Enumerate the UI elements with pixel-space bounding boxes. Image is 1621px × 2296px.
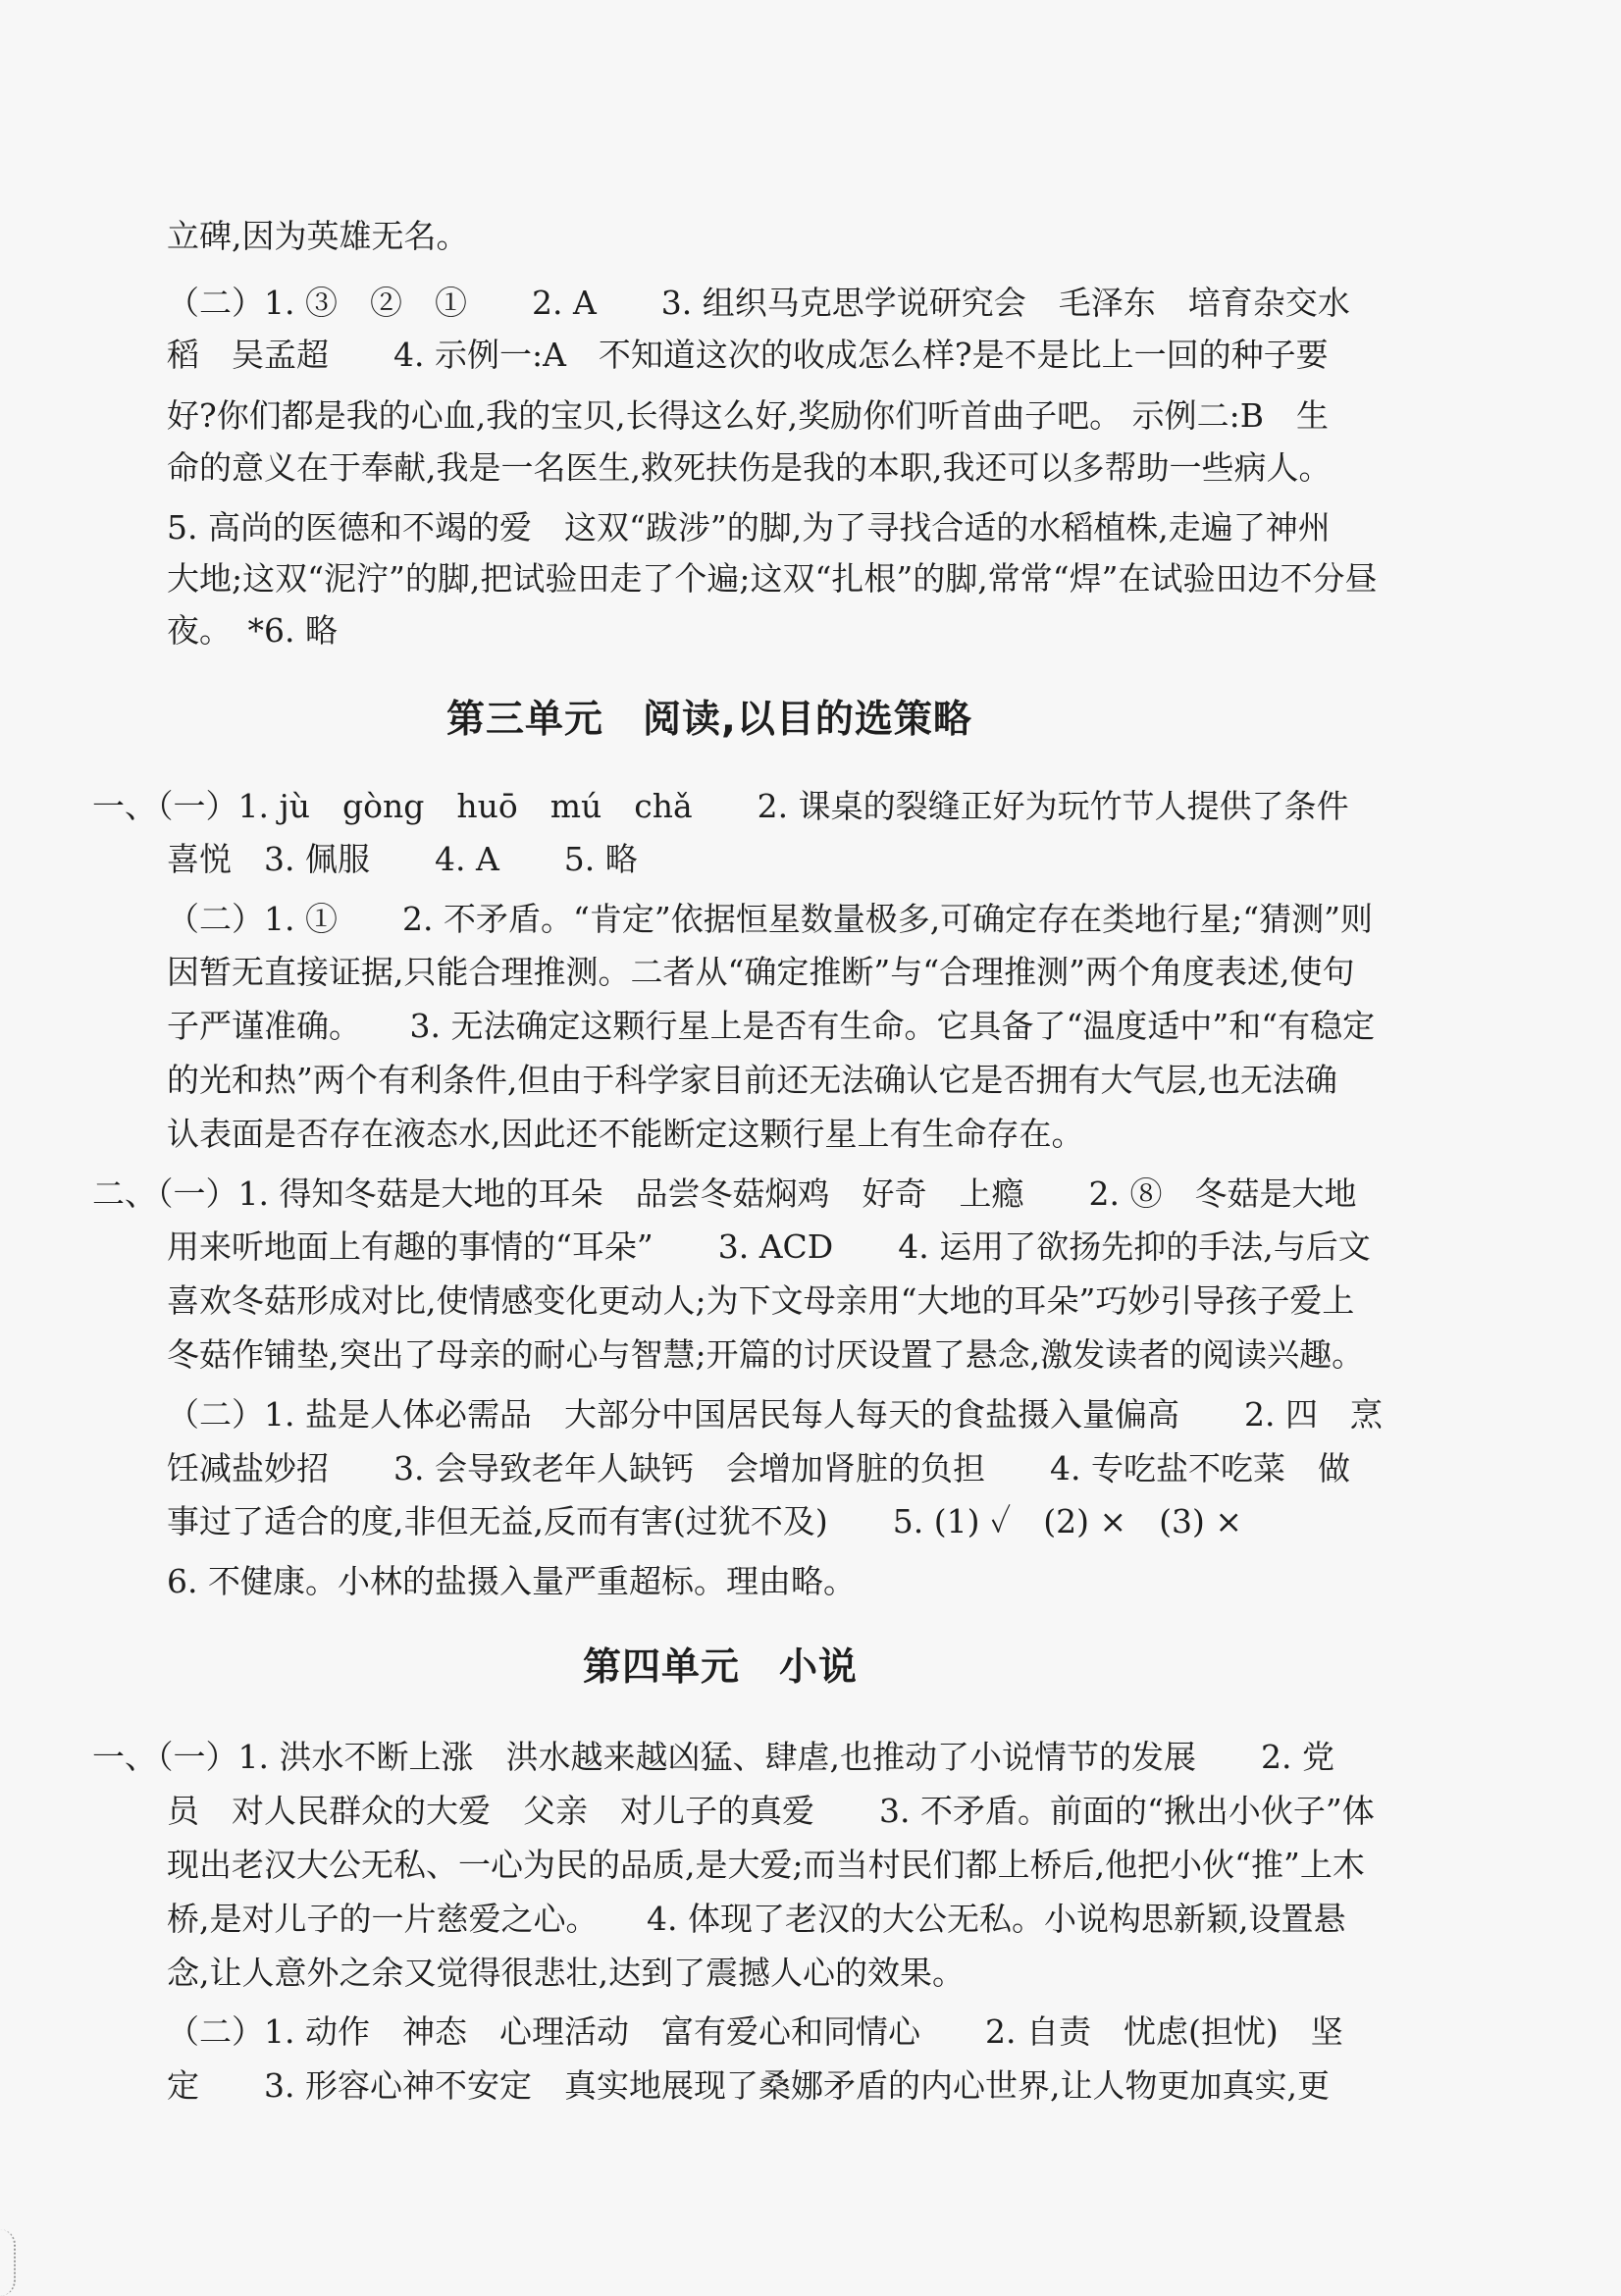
text-line: 喜悦 3. 佩服 4. A 5. 略 (167, 840, 638, 878)
text-line: 子严谨准确。 3. 无法确定这颗行星上是否有生命。它具备了“温度适中”和“有稳定 (167, 1007, 1376, 1045)
text-line: 夜。 *6. 略 (167, 611, 338, 650)
page-edge-mark (0, 2229, 16, 2296)
text-line: （二）1. 动作 神态 心理活动 富有爱心和同情心 2. 自责 忧虑(担忧) 坚 (167, 2012, 1343, 2051)
text-line: 定 3. 形容心神不安定 真实地展现了桑娜矛盾的内心世界,让人物更加真实,更 (167, 2066, 1330, 2105)
text-line: 稻 吴孟超 4. 示例一:A 不知道这次的收成怎么样?是不是比上一回的种子要 (167, 336, 1329, 374)
text-line: 好?你们都是我的心血,我的宝贝,长得这么好,奖励你们听首曲子吧。 示例二:B 生 (167, 396, 1330, 435)
text-line: 桥,是对儿子的一片慈爱之心。 4. 体现了老汉的大公无私。小说构思新颖,设置悬 (167, 1900, 1346, 1938)
text-line: 大地;这双“泥泞”的脚,把试验田走了个遍;这双“扎根”的脚,常常“焊”在试验田边不分昼 (167, 559, 1378, 598)
section-heading: 第三单元 阅读,以目的选策略 (446, 698, 972, 742)
text-line: 冬菇作铺垫,突出了母亲的耐心与智慧;开篇的讨厌设置了悬念,激发读者的阅读兴趣。 (167, 1335, 1365, 1374)
text-line: 因暂无直接证据,只能合理推测。二者从“确定推断”与“合理推测”两个角度表述,使句 (167, 953, 1355, 991)
text-line: 喜欢冬菇形成对比,使情感变化更动人;为下文母亲用“大地的耳朵”巧妙引导孩子爱上 (167, 1281, 1355, 1320)
text-line: 用来听地面上有趣的事情的“耳朵” 3. ACD 4. 运用了欲扬先抑的手法,与后文 (167, 1227, 1371, 1266)
text-line: 饪减盐妙招 3. 会导致老年人缺钙 会增加肾脏的负担 4. 专吃盐不吃菜 做 (167, 1449, 1350, 1487)
section-heading: 第四单元 小说 (583, 1645, 859, 1690)
text-line: 认表面是否存在液态水,因此还不能断定这颗行星上有生命存在。 (167, 1115, 1084, 1153)
text-line: 5. 高尚的医德和不竭的爱 这双“跋涉”的脚,为了寻找合适的水稻植株,走遍了神州 (167, 508, 1331, 547)
text-line: 一、（一）1. 洪水不断上涨 洪水越来越凶猛、肆虐,也推动了小说情节的发展 2. 党 (92, 1738, 1334, 1776)
text-line: 一、（一）1. jù gòng huō mú chǎ 2. 课桌的裂缝正好为玩竹节人提供了条件 (92, 787, 1349, 825)
text-line: 现出老汉大公无私、一心为民的品质,是大爱;而当村民们都上桥后,他把小伙“推”上木 (167, 1846, 1365, 1884)
text-line: 6. 不健康。小林的盐摄入量严重超标。理由略。 (167, 1562, 856, 1600)
text-line: 的光和热”两个有利条件,但由于科学家目前还无法确认它是否拥有大气层,也无法确 (167, 1061, 1337, 1099)
text-line: 命的意义在于奉献,我是一名医生,救死扶伤是我的本职,我还可以多帮助一些病人。 (167, 448, 1332, 487)
text-line: 员 对人民群众的大爱 父亲 对儿子的真爱 3. 不矛盾。前面的“揪出小伙子”体 (167, 1792, 1375, 1830)
text-line: （二）1. ① 2. 不矛盾。“肯定”依据恒星数量极多,可确定存在类地行星;“猜测”则 (167, 900, 1374, 938)
text-line: （二）1. ③ ② ① 2. A 3. 组织马克思学说研究会 毛泽东 培育杂交水 (167, 284, 1350, 322)
text-line: 念,让人意外之余又觉得很悲壮,达到了震撼人心的效果。 (167, 1954, 965, 1992)
text-line: 事过了适合的度,非但无益,反而有害(过犹不及) 5. (1) ✓ (2) × (3) × (167, 1502, 1242, 1540)
text-line: （二）1. 盐是人体必需品 大部分中国居民每人每天的食盐摄入量偏高 2. 四 烹 (167, 1395, 1383, 1434)
text-line: 二、（一）1. 得知冬菇是大地的耳朵 品尝冬菇焖鸡 好奇 上瘾 2. ⑧ 冬菇是大地 (92, 1174, 1357, 1213)
text-line: 立碑,因为英雄无名。 (167, 217, 469, 255)
